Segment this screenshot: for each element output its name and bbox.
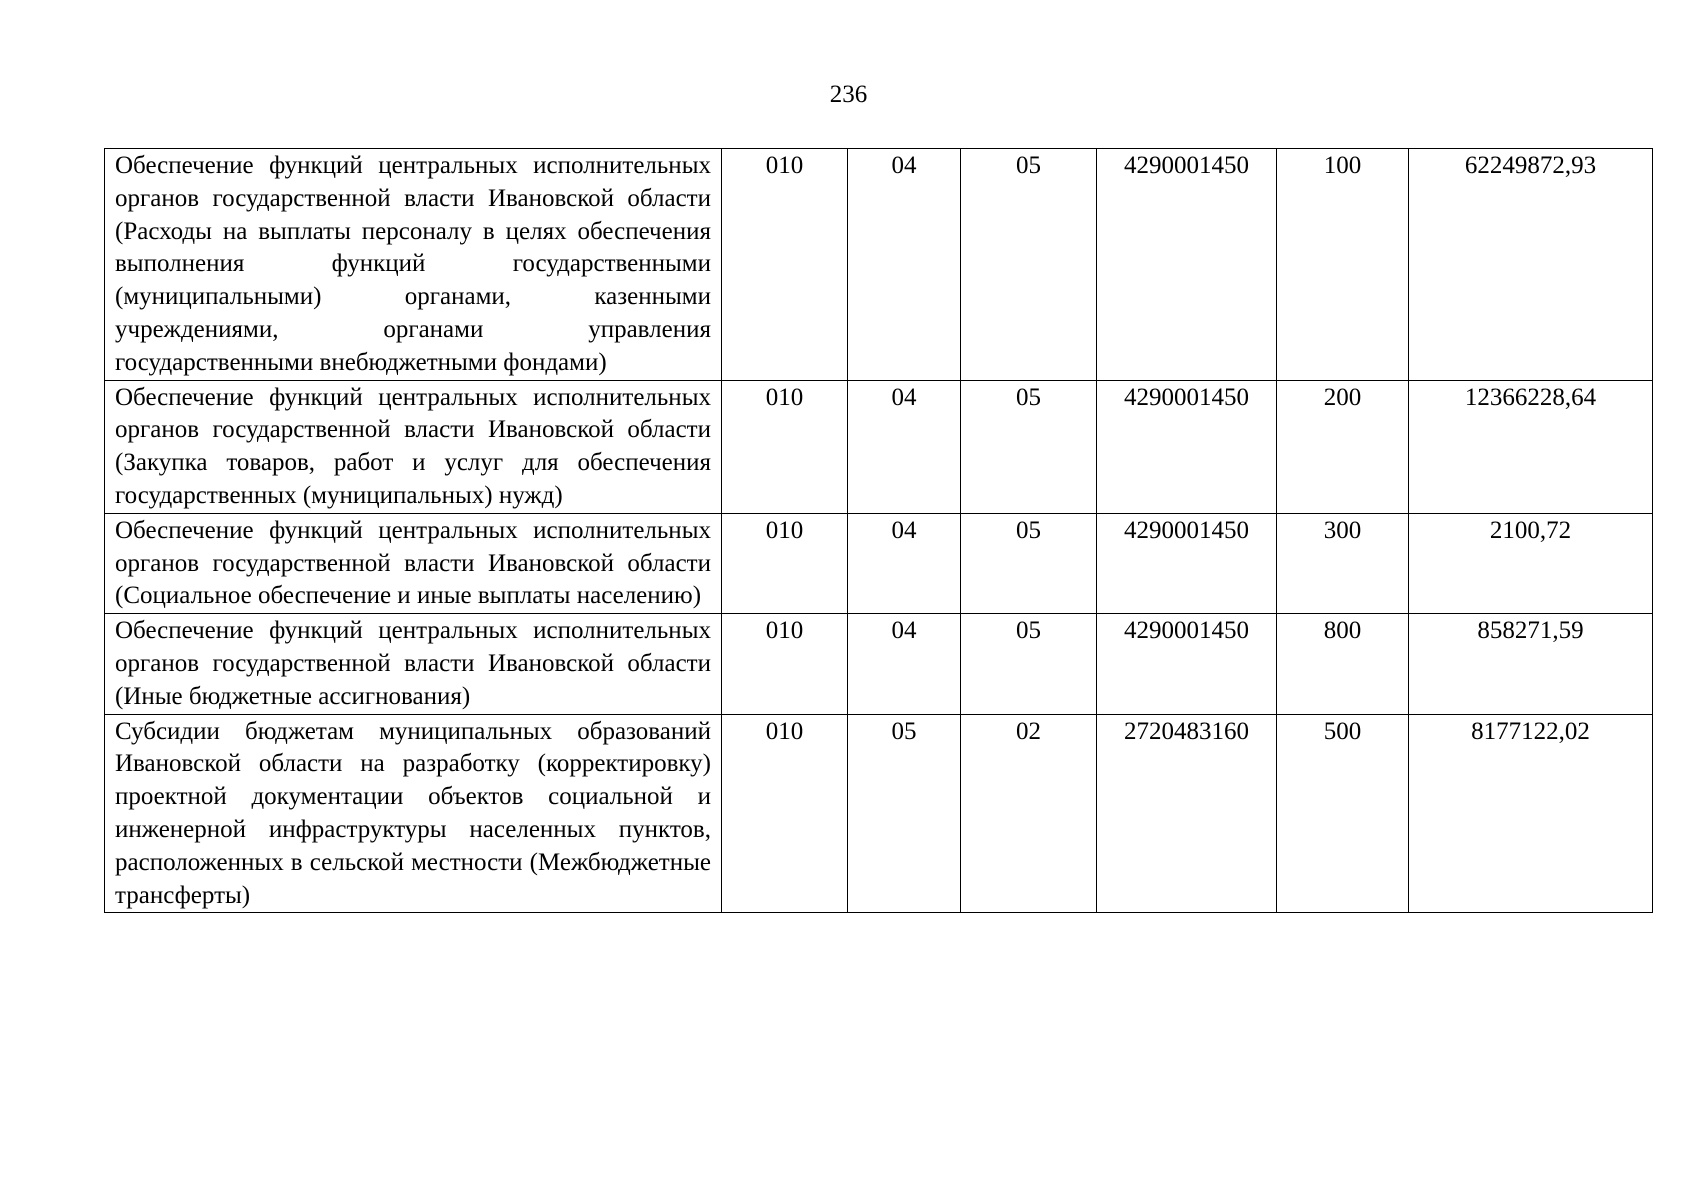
- expense-description: Обеспечение функций центральных исполнительных органов государственной власти Ивановской области (Закупка товаров, работ и услуг для обеспечения государственных (муниципальных) нужд): [105, 380, 722, 513]
- target-article-code: 4290001450: [1097, 513, 1277, 613]
- amount: 8177122,02: [1409, 714, 1653, 913]
- target-article-code: 4290001450: [1097, 149, 1277, 381]
- table-row: [105, 380, 1653, 513]
- amount: 12366228,64: [1409, 380, 1653, 513]
- expense-description: Субсидии бюджетам муниципальных образований Ивановской области на разработку (корректировку) проектной документации объектов социальной и инженерной инфраструктуры населенных пунктов, расположенных в сельской местности (Межбюджетные трансферты): [105, 714, 722, 913]
- expense-description: Обеспечение функций центральных исполнительных органов государственной власти Ивановской области (Социальное обеспечение и иные выплаты населению): [105, 513, 722, 613]
- target-article-code: 2720483160: [1097, 714, 1277, 913]
- table-row: [105, 714, 1653, 913]
- expense-type-code: 300: [1277, 513, 1409, 613]
- expense-type-code: 500: [1277, 714, 1409, 913]
- ministry-code: 010: [722, 149, 848, 381]
- ministry-code: 010: [722, 513, 848, 613]
- expense-type-code: 100: [1277, 149, 1409, 381]
- table-row: [105, 513, 1653, 613]
- target-article-code: 4290001450: [1097, 380, 1277, 513]
- section-code: 04: [848, 513, 961, 613]
- target-article-code: 4290001450: [1097, 614, 1277, 714]
- expense-type-code: 200: [1277, 380, 1409, 513]
- expense-description: Обеспечение функций центральных исполнительных органов государственной власти Ивановской области (Расходы на выплаты персоналу в целях обеспечения выполнения функций государственными (муниципальными) органами, казенными учреждениями, органами управления государственными внебюджетными фондами): [105, 149, 722, 381]
- budget-table: [104, 148, 1653, 913]
- section-code: 04: [848, 380, 961, 513]
- subsection-code: 05: [961, 149, 1097, 381]
- table-row: [105, 614, 1653, 714]
- subsection-code: 02: [961, 714, 1097, 913]
- expense-type-code: 800: [1277, 614, 1409, 714]
- section-code: 04: [848, 149, 961, 381]
- ministry-code: 010: [722, 714, 848, 913]
- amount: 62249872,93: [1409, 149, 1653, 381]
- expense-description: Обеспечение функций центральных исполнительных органов государственной власти Ивановской области (Иные бюджетные ассигнования): [105, 614, 722, 714]
- subsection-code: 05: [961, 513, 1097, 613]
- section-code: 05: [848, 714, 961, 913]
- subsection-code: 05: [961, 380, 1097, 513]
- table-row: [105, 149, 1653, 381]
- ministry-code: 010: [722, 380, 848, 513]
- subsection-code: 05: [961, 614, 1097, 714]
- section-code: 04: [848, 614, 961, 714]
- ministry-code: 010: [722, 614, 848, 714]
- amount: 858271,59: [1409, 614, 1653, 714]
- amount: 2100,72: [1409, 513, 1653, 613]
- page-number: 236: [829, 81, 868, 108]
